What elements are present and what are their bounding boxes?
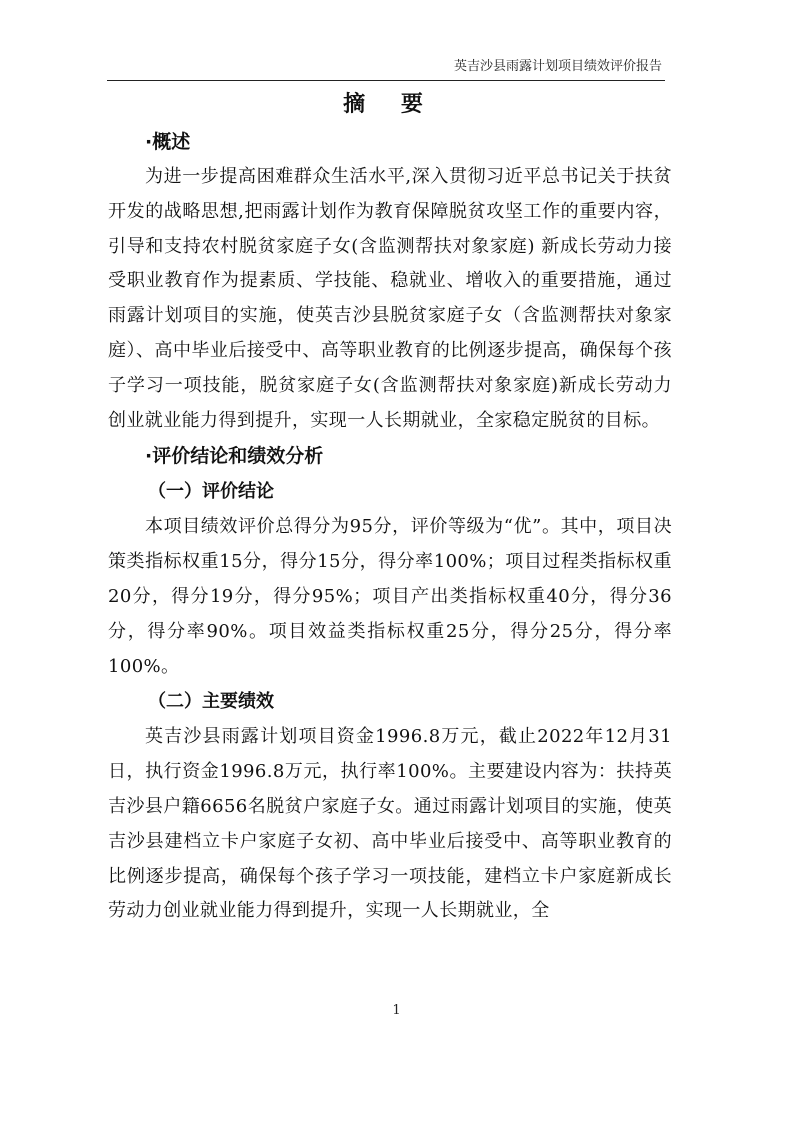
overview-paragraph: 为进一步提高困难群众生活水平,深入贯彻习近平总书记关于扶贫开发的战略思想,把雨露计划作为教育保障脱贫攻坚工作的重要内容，引导和支持农村脱贫家庭子女(含监测帮扶对象家庭) 新成长劳动力接受职业教育作为提素质、学技能、稳就业、增收入的重要措施，通过雨露计划项目的实施，使英吉沙县脱贫家庭子女（含监测帮扶对象家庭）、高中毕业后接受中、高等职业教育的比例逐步提高，确保每个孩子学习一项技能，脱贫家庭子女(含监测帮扶对象家庭)新成长劳动力创业就业能力得到提升，实现一人长期就业，全家稳定脱贫的目标。 xyxy=(108,166,672,431)
header-divider xyxy=(107,80,665,81)
subsection-heading-performance: （二）主要绩效 xyxy=(148,691,274,713)
page-number: 1 xyxy=(392,1003,401,1018)
section-heading-overview: ·概述 xyxy=(145,131,191,153)
performance-paragraph: 英吉沙县雨露计划项目资金1996.8万元，截止2022年12月31日，执行资金1996.8万元，执行率100%。主要建设内容为：扶持英吉沙县户籍6656名脱贫户家庭子女。通过雨露计划项目的实施，使英吉沙县建档立卡户家庭子女初、高中毕业后接受中、高等职业教育的比例逐步提高，确保每个孩子学习一项技能，建档立卡户家庭新成长劳动力创业就业能力得到提升，实现一人长期就业，全 xyxy=(108,726,672,922)
page-content xyxy=(108,86,672,929)
section-heading-evaluation: ·评价结论和绩效分析 xyxy=(145,445,324,468)
subsection-heading-conclusion: （一）评价结论 xyxy=(148,481,274,503)
conclusion-paragraph: 本项目绩效评价总得分为95分，评价等级为“优”。其中，项目决策类指标权重15分，得分15分，得分率100%；项目过程类指标权重20分，得分19分，得分95%；项目产出类指标权重40分，得分36分，得分率90%。项目效益类指标权重25分，得分25分，得分率100%。 xyxy=(108,516,672,677)
document-title: 摘 要 xyxy=(343,92,437,117)
running-header: 英吉沙县雨露计划项目绩效评价报告 xyxy=(453,59,662,74)
